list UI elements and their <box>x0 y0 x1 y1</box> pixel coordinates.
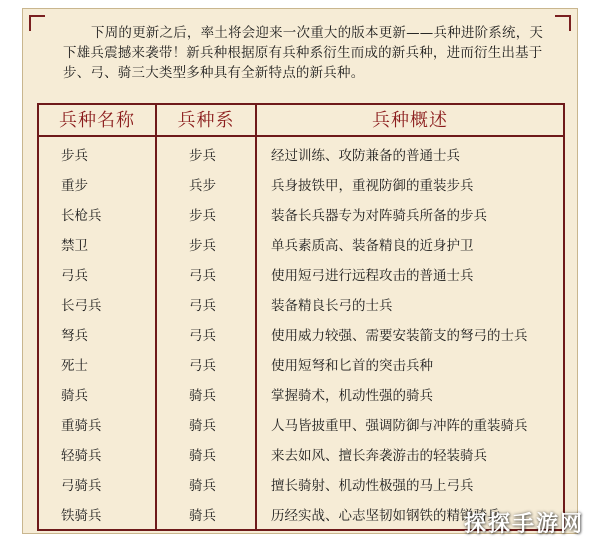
unit-name-cell: 死士 <box>61 358 88 374</box>
unit-table <box>37 103 565 531</box>
table-row <box>39 201 563 231</box>
table-row <box>39 261 563 291</box>
unit-description-cell: 装备长兵器专为对阵骑兵所备的步兵 <box>271 208 487 224</box>
unit-name-cell: 弓兵 <box>61 268 88 284</box>
unit-description-cell: 历经实战、心志坚韧如钢铁的精锐骑兵 <box>271 508 501 524</box>
unit-system-cell: 弓兵 <box>189 268 216 284</box>
corner-ornament-top-left <box>29 15 45 31</box>
unit-description-cell: 使用短弩和匕首的突击兵种 <box>271 358 433 374</box>
unit-name-cell: 骑兵 <box>61 388 88 404</box>
unit-name-cell: 重骑兵 <box>61 418 102 434</box>
unit-system-cell: 步兵 <box>189 238 216 254</box>
table-row <box>39 351 563 381</box>
intro-paragraph: 下周的更新之后，率土将会迎来一次重大的版本更新——兵种进阶系统，天下雄兵震撼来袭带！新兵种根据原有兵种系衍生而成的新兵种，进而衍生出基于步、弓、骑三大类型多种具有全新特点的新兵种。 <box>63 25 544 81</box>
unit-name-cell: 步兵 <box>61 148 88 164</box>
header-unit-name: 兵种名称 <box>59 110 135 131</box>
unit-description-cell: 擅长骑射、机动性极强的马上弓兵 <box>271 478 474 494</box>
unit-name-cell: 铁骑兵 <box>61 508 102 524</box>
table-row <box>39 441 563 471</box>
unit-system-cell: 弓兵 <box>189 298 216 314</box>
header-unit-system: 兵种系 <box>177 110 235 131</box>
unit-system-cell: 兵步 <box>189 178 216 194</box>
unit-name-cell: 弓骑兵 <box>61 478 102 494</box>
unit-name-cell: 长弓兵 <box>61 298 102 314</box>
unit-system-cell: 骑兵 <box>189 478 216 494</box>
unit-name-cell: 弩兵 <box>61 328 88 344</box>
table-row <box>39 321 563 351</box>
unit-description-cell: 人马皆披重甲、强调防御与冲阵的重装骑兵 <box>271 418 528 434</box>
unit-description-cell: 来去如风、擅长奔袭游击的轻装骑兵 <box>271 448 487 464</box>
table-row <box>39 231 563 261</box>
table-row <box>39 471 563 501</box>
table-body <box>39 141 563 531</box>
header-divider <box>39 135 563 137</box>
unit-description-cell: 装备精良长弓的士兵 <box>271 298 393 314</box>
unit-name-cell: 禁卫 <box>61 238 88 254</box>
table-row <box>39 411 563 441</box>
unit-system-cell: 弓兵 <box>189 328 216 344</box>
unit-system-cell: 骑兵 <box>189 508 216 524</box>
unit-description-cell: 掌握骑术，机动性强的骑兵 <box>271 388 433 404</box>
unit-system-cell: 步兵 <box>189 208 216 224</box>
table-row <box>39 141 563 171</box>
unit-name-cell: 重步 <box>61 178 88 194</box>
unit-description-cell: 使用短弓进行远程攻击的普通士兵 <box>271 268 474 284</box>
unit-description-cell: 经过训练、攻防兼备的普通士兵 <box>271 148 460 164</box>
table-row <box>39 291 563 321</box>
header-unit-description: 兵种概述 <box>372 110 448 131</box>
unit-description-cell: 兵身披铁甲，重视防御的重装步兵 <box>271 178 474 194</box>
table-row <box>39 381 563 411</box>
unit-description-cell: 使用威力较强、需要安装箭支的弩弓的士兵 <box>271 328 528 344</box>
unit-system-cell: 弓兵 <box>189 358 216 374</box>
unit-name-cell: 长枪兵 <box>61 208 102 224</box>
table-row <box>39 171 563 201</box>
unit-system-cell: 骑兵 <box>189 448 216 464</box>
unit-name-cell: 轻骑兵 <box>61 448 102 464</box>
unit-description-cell: 单兵素质高、装备精良的近身护卫 <box>271 238 474 254</box>
unit-system-cell: 骑兵 <box>189 418 216 434</box>
site-watermark: 探探手游网 <box>463 512 584 537</box>
unit-system-cell: 骑兵 <box>189 388 216 404</box>
unit-system-cell: 步兵 <box>189 148 216 164</box>
document-page <box>22 8 578 534</box>
corner-ornament-top-right <box>555 15 571 31</box>
